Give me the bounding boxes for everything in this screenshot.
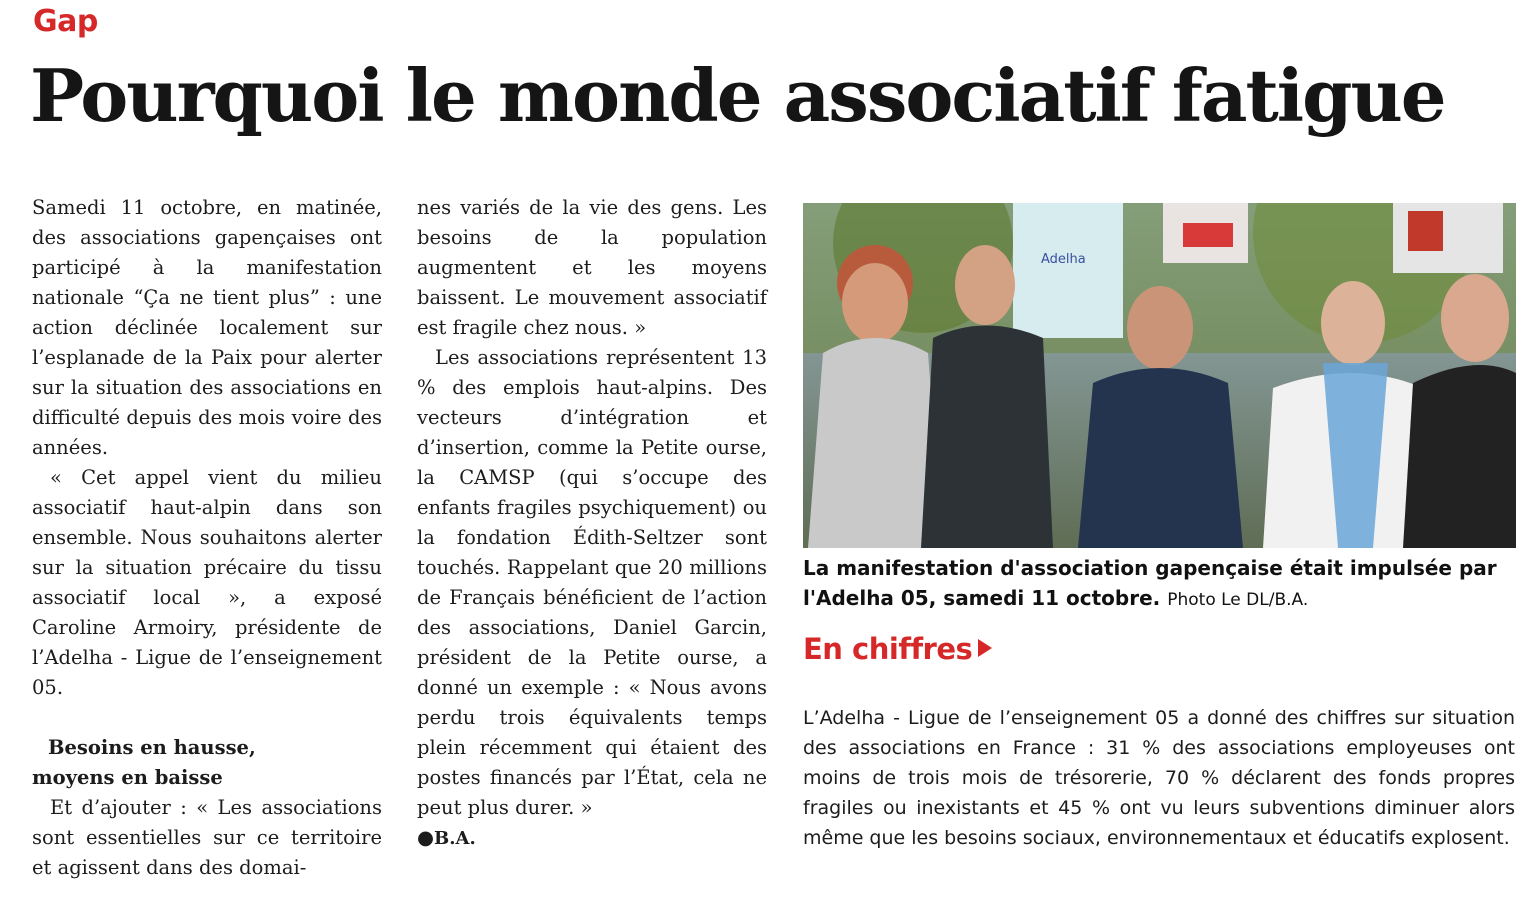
paragraph-continuation: nes variés de la vie des gens. Les besoins de la population augmentent et les moyens baissent. Le mouvement associatif est fragile chez nous. »: [417, 196, 767, 339]
author-signature: B.A.: [434, 828, 476, 849]
article-column-1: [32, 193, 382, 883]
bullet-icon: ●: [417, 826, 435, 849]
article-column-2: [417, 193, 767, 854]
paragraph-intro: Samedi 11 octobre, en matinée, des associations gapençaises ont participé à la manifestation nationale “Ça ne tient plus” : une action déclinée localement sur l’esplanade de la Paix pour alerter sur la situation des associations en difficulté depuis des mois voire des années.: [32, 196, 382, 459]
byline: [417, 823, 767, 854]
subheading-line-2: moyens en baisse: [32, 766, 223, 789]
photo-illustration: [803, 203, 1516, 548]
subheading: [32, 733, 382, 793]
subheading-line-1: Besoins en hausse,: [48, 736, 256, 759]
play-arrow-icon: [978, 639, 992, 657]
poster-logo-text: Adelha: [1041, 252, 1086, 267]
article-headline: Pourquoi le monde associatif fatigue: [30, 53, 1445, 138]
paragraph-statistics: Les associations représentent 13 % des emplois haut-alpins. Des vecteurs d’intégration et d’insertion, comme la Petite ourse, la CAMSP (qui s’occupe des enfants fragiles psychiquement) ou la fondation Édith-Seltzer sont touchés. Rappelant que 20 millions de Français bénéficient de l’action des associations, Daniel Garcin, président de la Petite ourse, a donné un exemple : « Nous avons perdu trois équivalents temps plein récemment qui étaient des postes financés par l’État, cela ne peut plus durer. »: [417, 346, 767, 819]
caption-text: La manifestation d'association gapençaise était impulsée par l'Adelha 05, samedi 11 octobre.: [803, 556, 1497, 610]
photo-caption: [803, 553, 1508, 615]
paragraph-continued: Et d’ajouter : « Les associations sont essentielles sur ce territoire et agissent dans des domai-: [32, 796, 382, 879]
article-photo: [803, 203, 1516, 548]
figures-paragraph: L’Adelha - Ligue de l’enseignement 05 a donné des chiffres sur situation des associations en France : 31 % des associations employeuses ont moins de trois mois de trésorerie, 70 % déclarent des fonds propres fragiles ou inexistants et 45 % ont vu leurs subventions diminuer alors même que les besoins sociaux, environnementaux et éducatifs explosent.: [803, 707, 1515, 849]
photo-credit: Photo Le DL/B.A.: [1167, 590, 1309, 610]
section-kicker: Gap: [33, 4, 98, 39]
section-heading: [803, 632, 992, 666]
paragraph-quote: « Cet appel vient du milieu associatif haut-alpin dans son ensemble. Nous souhaitons alerter sur la situation précaire du tissu associatif local », a exposé Caroline Armoiry, présidente de l’Adelha - Ligue de l’enseignement 05.: [32, 466, 382, 699]
section-heading-text: En chiffres: [803, 632, 973, 666]
poster: [1013, 203, 1123, 338]
